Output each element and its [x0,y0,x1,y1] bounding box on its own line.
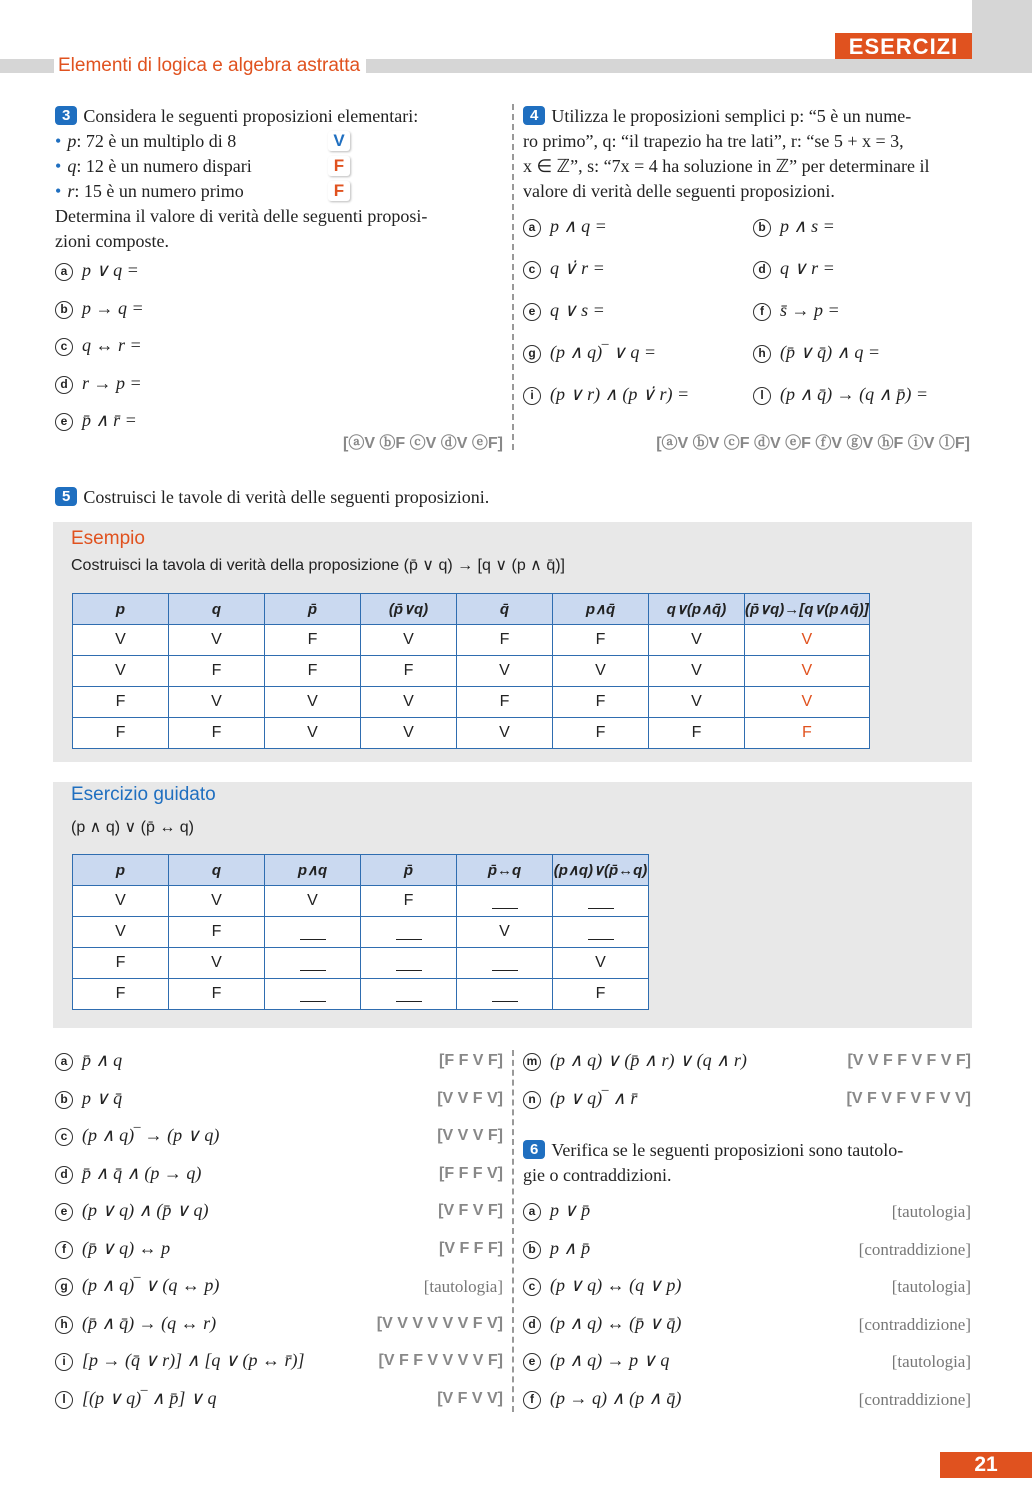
item-letter: g [523,345,541,363]
table-cell: V [553,948,649,979]
table-row [73,948,649,979]
header-corner [972,0,1032,73]
example-title: Esempio [71,528,145,549]
item-expression: q ∨̇ r = [550,258,605,278]
ex3-prop [55,179,365,204]
exercise-item [55,1275,503,1313]
table-cell [265,917,361,948]
table-cell [457,886,553,917]
table-cell: F [553,625,649,656]
item-answer: [contraddizione] [858,1389,971,1409]
column-header: p̄ [361,855,457,886]
blank-line [396,957,422,971]
item-letter: n [523,1091,541,1109]
exercise-item [55,1388,503,1426]
item-letter: e [55,413,73,431]
table-cell: V [649,625,745,656]
ex3-number: 3 [55,106,77,125]
bullet: • [55,181,62,201]
prop-text: : 12 è un numero dispari [76,156,252,176]
prop-var: p [67,131,77,151]
exercise-item [523,1313,971,1351]
item-letter: c [523,261,541,279]
exercise-item [523,1388,971,1426]
guided-subtitle: (p ∧ q) ∨ (p̄ ↔ q) [71,819,194,836]
guided-truth-table [72,854,649,1010]
item-expression: p → q = [82,297,144,318]
column-header: p∧q̄ [553,594,649,625]
blank-line [588,926,614,940]
exercise-item [523,1238,971,1276]
table-cell: V [265,718,361,749]
item-answer: [tautologia] [891,1352,971,1371]
blank-line [396,926,422,940]
column-header: q [169,855,265,886]
table-cell: F [457,625,553,656]
table-cell: F [649,718,745,749]
item-answer: [tautologia] [423,1277,503,1296]
table-row [73,979,649,1010]
item-answer: [V F V F] [438,1202,503,1219]
item-expression: (p ∧ q) → p ∨ q [550,1350,670,1370]
item-letter: m [523,1053,541,1071]
table-row [73,656,870,687]
table-cell: V [745,625,870,656]
item-letter: h [55,1316,73,1334]
table-cell: V [361,687,457,718]
item-letter: d [55,1166,73,1184]
exercise-item [523,342,743,380]
table-cell: V [361,718,457,749]
exercise-item [55,260,355,298]
blank-line [300,926,326,940]
item-letter: f [55,1241,73,1259]
item-letter: d [55,376,73,394]
item-answer: [tautologia] [891,1277,971,1296]
item-letter: c [55,1128,73,1146]
blank-line [396,988,422,1002]
item-letter: b [55,1091,73,1109]
table-cell: F [457,687,553,718]
exercise-item [753,384,973,422]
table-cell [553,917,649,948]
item-answer: [V V F V] [437,1089,503,1107]
ex6-intro: 6 Verifica se le seguenti proposizioni sono tautolo- gie o contraddizioni. [523,1140,904,1185]
table-row [73,718,870,749]
exercise-item [523,1050,971,1088]
item-expression: p̄ ∧ r̄ = [82,410,137,430]
item-expression: [(p ∨ q)‾ ∧ p̄] ∨ q [82,1387,217,1408]
table-row [73,886,649,917]
table-cell: F [169,979,265,1010]
table-cell: F [169,917,265,948]
item-expression: (p ∨ q)‾ ∧ r̄ [550,1087,638,1108]
exercise-item [55,1200,503,1238]
table-cell [553,886,649,917]
item-letter: a [523,219,541,237]
table-cell: V [553,656,649,687]
exercise-item [753,216,973,254]
table-cell: F [73,948,169,979]
table-cell: V [457,656,553,687]
item-expression: (p ∧ q) ∨ (p̄ ∧ r) ∨ (q ∧ r) [550,1050,747,1070]
exercise-item [55,1088,503,1126]
item-letter: d [753,261,771,279]
table-cell: V [169,886,265,917]
exercise-item [523,258,743,296]
exercise-item [55,373,355,411]
item-expression: p̄ ∧ q [82,1050,123,1070]
item-letter: f [523,1391,541,1409]
table-cell [265,979,361,1010]
item-letter: d [523,1316,541,1334]
item-expression: (p ∧ q)‾ ∨ (q ↔ p) [82,1275,220,1295]
exercise-item [55,1313,503,1351]
table-row [73,625,870,656]
item-letter: c [523,1278,541,1296]
exercise-item [55,1238,503,1276]
table-cell: F [553,979,649,1010]
prop-text: : 72 è un multiplo di 8 [76,131,237,151]
prop-var: q [67,156,77,176]
column-header: q [169,594,265,625]
esercizi-tag: ESERCIZI [835,33,972,59]
ex3-answers: [ⓐV ⓑF ⓒV ⓓV ⓔF] [342,435,503,452]
item-expression: (p̄ ∨ q) ↔ p [82,1237,171,1258]
item-letter: e [55,1203,73,1221]
item-letter: a [55,263,73,281]
column-header: p [73,855,169,886]
table-cell: F [553,718,649,749]
example-truth-table [72,593,870,749]
item-expression: [p → (q̄ ∨ r)] ∧ [q ∨ (p ↔ r̄)] [82,1350,305,1370]
item-expression: p ∨ q̄ [82,1087,123,1108]
blank-line [300,988,326,1002]
table-cell: V [265,687,361,718]
table-cell: F [265,625,361,656]
exercise-item [55,298,355,336]
ex5-number: 5 [55,487,77,506]
table-cell: V [169,687,265,718]
column-header: q̄ [457,594,553,625]
exercise-item [523,1088,971,1126]
exercise-item [523,384,743,422]
truth-value-badge: F [328,181,350,201]
exercise-item [55,1350,503,1388]
item-expression: q ∨ r = [780,258,835,278]
item-expression: (p ∧ q) ↔ (p̄ ∨ q̄) [550,1312,682,1333]
item-expression: (p̄ ∨ q̄) ∧ q = [780,342,880,362]
exercise-item [55,410,355,448]
item-answer: [V V F F V F V F] [847,1052,971,1069]
item-expression: (p ∧ q)‾ ∨ q = [550,342,656,362]
table-cell: V [745,687,870,718]
table-cell: V [73,917,169,948]
item-expression: (p ∨ q) ↔ (q ∨ p) [550,1275,682,1295]
exercise-item [523,216,743,254]
item-answer: [F F V F] [439,1052,503,1069]
item-letter: g [55,1278,73,1296]
item-answer: [V V V V V V F V] [376,1314,503,1332]
example-subtitle: Costruisci la tavola di verità della proposizione (p̄ ∨ q) → [q ∨ (p ∧ q̄)] [71,557,565,574]
item-expression: q ↔ r = [82,335,142,355]
item-expression: (p ∧ q̄) → (q ∧ p̄) = [780,384,928,404]
item-letter: f [753,303,771,321]
table-cell [361,917,457,948]
table-cell: F [73,687,169,718]
ex3-prop [55,129,365,154]
item-expression: (p ∨ r) ∧ (p ∨̇ r) = [550,384,690,404]
table-cell: V [169,948,265,979]
exercise-item [523,1275,971,1313]
exercise-item [55,1125,503,1163]
table-cell: F [745,718,870,749]
table-cell [361,979,457,1010]
table-cell: F [73,979,169,1010]
table-cell: V [73,656,169,687]
ex5-intro: 5 Costruisci le tavole di verità delle seguenti proposizioni. [55,485,755,510]
item-letter: l [55,1391,73,1409]
table-cell: V [457,718,553,749]
exercise-item [753,342,973,380]
ex5-items-right [523,1050,971,1125]
table-cell: V [649,687,745,718]
table-cell: V [457,917,553,948]
table-cell: F [73,718,169,749]
item-answer: [contraddizione] [858,1314,971,1334]
table-cell: F [361,886,457,917]
header-row [73,594,870,625]
blank-line [588,895,614,909]
ex6-items [523,1200,971,1425]
item-letter: b [753,219,771,237]
ex3-props [55,129,365,204]
exercise-item [523,300,743,338]
table-cell: V [265,886,361,917]
item-letter: a [523,1203,541,1221]
table-row [73,917,649,948]
exercise-item [55,1163,503,1201]
item-expression: p ∨ p̄ [550,1200,591,1220]
item-expression: p ∧ s = [780,216,835,236]
item-letter: b [523,1241,541,1259]
table-cell [457,948,553,979]
item-letter: i [55,1353,73,1371]
item-expression: (p ∨ q) ∧ (p̄ ∨ q) [82,1200,209,1220]
column-divider-2 [512,1050,514,1412]
exercise-item [523,1350,971,1388]
bullet: • [55,131,62,151]
item-letter: c [55,338,73,356]
column-divider [512,104,514,450]
item-letter: h [753,345,771,363]
column-header: (p̄∨q) [361,594,457,625]
table-cell: F [361,656,457,687]
ex3-prop [55,154,365,179]
blank-line [492,895,518,909]
prop-var: r [67,181,75,201]
table-cell: V [73,886,169,917]
blank-line [492,957,518,971]
item-expression: (p ∧ q)‾ → (p ∨ q) [82,1125,220,1145]
table-cell: F [265,656,361,687]
prop-text: : 15 è un numero primo [74,181,244,201]
exercise-item [55,335,355,373]
table-cell [457,979,553,1010]
table-row [73,687,870,718]
ex6-number: 6 [523,1140,545,1159]
item-expression: (p → q) ∧ (p ∧ q̄) [550,1387,682,1408]
item-expression: s̄ → p = [780,300,840,320]
exercise-item [523,1200,971,1238]
item-answer: [V F F F] [439,1239,503,1257]
bullet: • [55,156,62,176]
table-cell [265,948,361,979]
table-cell: F [169,656,265,687]
column-header: (p̄∨q)→[q∨(p∧q̄)] [745,594,870,625]
exercise-item [753,300,973,338]
table-cell: V [649,656,745,687]
item-answer: [V V V F] [437,1127,503,1144]
column-header: (p∧q)∨(p̄↔q) [553,855,649,886]
section-title: Elementi di logica e algebra astratta [54,55,366,77]
blank-line [300,957,326,971]
exercise-item [753,258,973,296]
blank-line [492,988,518,1002]
exercise-item [55,1050,503,1088]
column-header: p∧q [265,855,361,886]
item-answer: [tautologia] [891,1202,971,1221]
table-cell [361,948,457,979]
item-answer: [V F V V] [437,1389,503,1407]
item-letter: e [523,303,541,321]
ex3-instructions: Determina il valore di verità delle seguenti proposi- zioni composte. [55,206,428,251]
ex3-intro: 3 Considera le seguenti proposizioni elementari: [55,104,505,129]
item-expression: p̄ ∧ q̄ ∧ (p → q) [82,1162,202,1183]
table-cell: V [169,625,265,656]
table-cell: V [745,656,870,687]
item-expression: p ∨ q = [82,260,139,280]
item-expression: (p̄ ∧ q̄) → (q ↔ r) [82,1312,217,1333]
table-cell: F [169,718,265,749]
table-cell: V [73,625,169,656]
column-header: p̄ [265,594,361,625]
item-expression: q ∨ s = [550,300,605,320]
ex4-answers: [ⓐV ⓑV ⓒF ⓓV ⓔF ⓕV ⓖV ⓗF ⓘV ⓛF] [656,435,970,452]
column-header: p̄↔q [457,855,553,886]
column-header: q∨(p∧q̄) [649,594,745,625]
item-answer: [V F F V V V V F] [378,1352,503,1369]
ex3-items [55,260,355,448]
page-number: 21 [940,1452,1032,1478]
item-expression: p ∧ p̄ [550,1237,591,1258]
ex4-intro: 4 Utilizza le proposizioni semplici p: “5 è un nume- ro primo”, q: “il trapezio ha tre lati”, r: “se 5 + x = 3, x ∈ ℤ”, s: “7x = 4 ha soluzione in ℤ” per determinare il valore di verità delle seguenti proposizioni. [523,106,930,201]
item-letter: l [753,387,771,405]
item-letter: b [55,301,73,319]
item-answer: [contraddizione] [858,1239,971,1259]
ex4-number: 4 [523,106,545,125]
item-expression: r → p = [82,372,142,393]
header-row [73,855,649,886]
truth-value-badge: V [328,131,350,151]
ex5-items-left [55,1050,503,1425]
item-letter: a [55,1053,73,1071]
column-header: p [73,594,169,625]
guided-title: Esercizio guidato [71,784,216,805]
table-cell: V [361,625,457,656]
item-letter: e [523,1353,541,1371]
item-answer: [V F V F V F V V] [846,1089,971,1107]
table-cell: F [553,687,649,718]
item-letter: i [523,387,541,405]
item-answer: [F F F V] [439,1164,503,1182]
truth-value-badge: F [328,156,350,176]
item-expression: p ∧ q = [550,216,607,236]
